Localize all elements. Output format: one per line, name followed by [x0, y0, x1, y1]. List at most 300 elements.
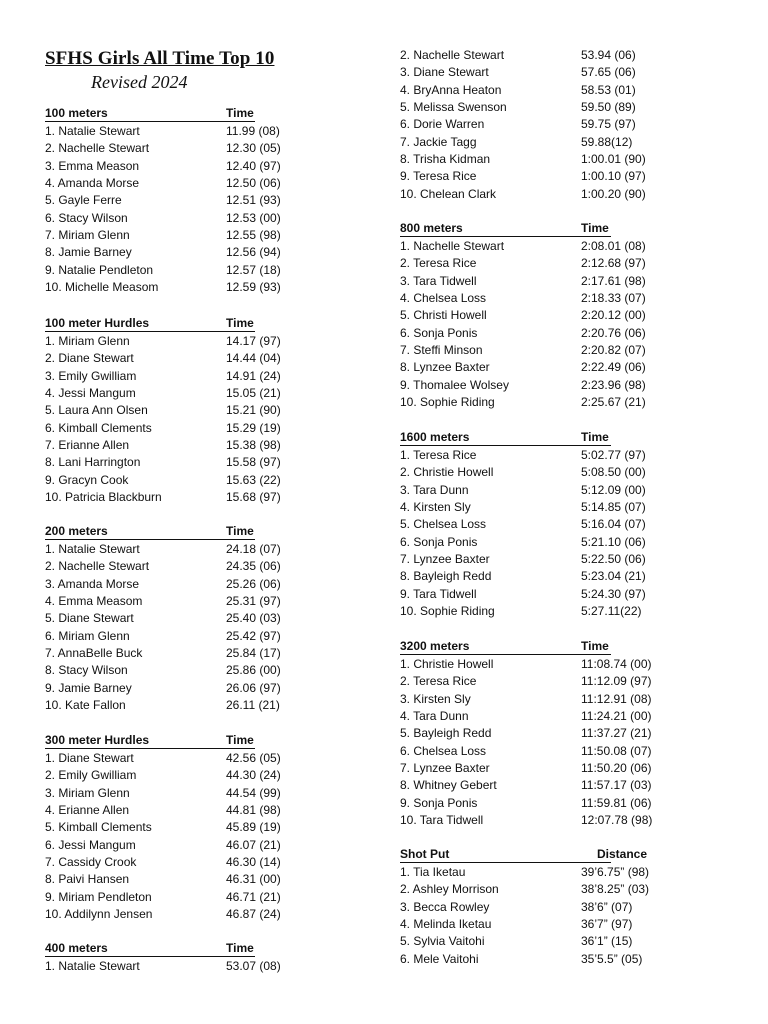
record-row — [400, 464, 730, 481]
athlete-name: 5. Laura Ann Olsen — [45, 403, 148, 418]
record-row — [45, 662, 345, 679]
record-row — [45, 645, 345, 662]
athlete-name: 6. Dorie Warren — [400, 117, 485, 132]
event-name: 3200 meters — [400, 639, 470, 653]
athlete-name: 4. Emma Measom — [45, 594, 143, 609]
athlete-name: 2. Emily Gwilliam — [45, 768, 137, 783]
athlete-name: 7. Cassidy Crook — [45, 855, 137, 870]
record-row — [400, 447, 730, 464]
record-row — [45, 576, 345, 593]
record-row — [400, 151, 730, 168]
record-mark: 12.40 (97) — [226, 158, 281, 173]
header-underline — [45, 748, 255, 749]
athlete-name: 6. Kimball Clements — [45, 420, 152, 435]
record-mark: 2:20.76 (06) — [581, 325, 646, 340]
mark-column-label: Time — [226, 733, 254, 747]
event-section-continued — [400, 47, 730, 203]
record-row — [400, 933, 730, 950]
record-row — [400, 47, 730, 64]
athlete-name: 1. Teresa Rice — [400, 448, 477, 462]
record-row — [45, 368, 345, 385]
athlete-name: 8. Bayleigh Redd — [400, 569, 492, 584]
record-mark: 15.05 (21) — [226, 386, 281, 401]
event-section — [400, 430, 730, 620]
record-mark: 35’5.5” (05) — [581, 951, 643, 966]
record-row — [400, 342, 730, 359]
record-mark: 15.38 (98) — [226, 438, 281, 453]
record-mark: 11:24.21 (00) — [581, 709, 652, 724]
record-mark: 11:12.09 (97) — [581, 674, 652, 689]
record-row — [45, 889, 345, 906]
record-mark: 2:23.96 (98) — [581, 377, 646, 392]
record-mark: 46.31 (00) — [226, 872, 281, 887]
athlete-name: 10. Tara Tidwell — [400, 813, 484, 828]
athlete-name: 8. Paivi Hansen — [45, 872, 130, 887]
record-row — [400, 777, 730, 794]
record-mark: 11:57.17 (03) — [581, 778, 652, 793]
record-mark: 12.56 (94) — [226, 245, 281, 260]
record-mark: 15.21 (90) — [226, 403, 281, 418]
record-mark: 46.30 (14) — [226, 855, 281, 870]
athlete-name: 8. Trisha Kidman — [400, 152, 491, 167]
athlete-name: 1. Natalie Stewart — [45, 124, 140, 138]
athlete-name: 10. Sophie Riding — [400, 604, 495, 619]
record-mark: 42.56 (05) — [226, 751, 281, 765]
record-row — [45, 854, 345, 871]
event-name: 300 meter Hurdles — [45, 733, 150, 747]
athlete-name: 9. Jamie Barney — [45, 680, 132, 695]
athlete-name: 7. Erianne Allen — [45, 438, 130, 453]
record-row — [45, 837, 345, 854]
record-row — [45, 906, 345, 923]
athlete-name: 6. Mele Vaitohi — [400, 951, 479, 966]
event-header — [400, 847, 730, 864]
page-title: SFHS Girls All Time Top 10 — [45, 48, 275, 69]
record-row — [400, 307, 730, 324]
event-name: 800 meters — [400, 221, 463, 235]
mark-column-label: Time — [226, 524, 254, 538]
event-name: 1600 meters — [400, 430, 470, 444]
athlete-name: 10. Sophie Riding — [400, 395, 495, 410]
record-mark: 25.42 (97) — [226, 628, 281, 643]
record-mark: 25.26 (06) — [226, 576, 281, 591]
record-mark: 24.18 (07) — [226, 542, 281, 556]
record-mark: 46.07 (21) — [226, 837, 281, 852]
record-mark: 2:25.67 (21) — [581, 395, 646, 410]
record-mark: 1:00.10 (97) — [581, 169, 646, 184]
event-header — [45, 733, 345, 750]
record-mark: 11:12.91 (08) — [581, 691, 652, 706]
athlete-name: 1. Tia Iketau — [400, 865, 466, 879]
record-row — [45, 593, 345, 610]
record-mark: 11:37.27 (21) — [581, 726, 652, 741]
athlete-name: 5. Sylvia Vaitohi — [400, 934, 485, 949]
record-mark: 5:21.10 (06) — [581, 534, 646, 549]
record-row — [400, 656, 730, 673]
page-subtitle: Revised 2024 — [91, 72, 188, 92]
record-row — [400, 951, 730, 968]
record-mark: 12.57 (18) — [226, 262, 281, 277]
record-row — [400, 516, 730, 533]
event-section — [45, 524, 345, 714]
athlete-name: 6. Chelsea Loss — [400, 743, 487, 758]
athlete-name: 4. Melinda Iketau — [400, 917, 492, 932]
record-row — [400, 586, 730, 603]
athlete-name: 4. Tara Dunn — [400, 709, 469, 724]
event-section — [45, 941, 345, 975]
record-mark: 14.17 (97) — [226, 334, 281, 348]
record-row — [45, 420, 345, 437]
event-name: Shot Put — [400, 847, 450, 861]
athlete-name: 4. Amanda Morse — [45, 176, 140, 191]
record-row — [400, 273, 730, 290]
athlete-name: 10. Kate Fallon — [45, 698, 126, 713]
athlete-name: 1. Nachelle Stewart — [400, 239, 505, 253]
athlete-name: 9. Teresa Rice — [400, 169, 477, 184]
record-row — [45, 454, 345, 471]
record-mark: 25.31 (97) — [226, 594, 281, 609]
athlete-name: 9. Tara Tidwell — [400, 586, 477, 601]
record-mark: 5:14.85 (07) — [581, 500, 646, 515]
record-mark: 15.63 (22) — [226, 472, 281, 487]
record-mark: 12.50 (06) — [226, 176, 281, 191]
record-mark: 2:08.01 (08) — [581, 239, 646, 253]
record-row — [45, 350, 345, 367]
athlete-name: 6. Sonja Ponis — [400, 325, 478, 340]
athlete-name: 4. Chelsea Loss — [400, 291, 487, 306]
athlete-name: 10. Chelean Clark — [400, 186, 497, 201]
athlete-name: 5. Christi Howell — [400, 308, 487, 323]
record-mark: 2:20.82 (07) — [581, 343, 646, 358]
athlete-name: 8. Lani Harrington — [45, 455, 141, 470]
record-row — [45, 192, 345, 209]
athlete-name: 7. Steffi Minson — [400, 343, 483, 358]
record-row — [45, 802, 345, 819]
header-underline — [400, 654, 611, 655]
record-row — [45, 558, 345, 575]
mark-column-label: Time — [581, 639, 609, 653]
athlete-name: 3. Kirsten Sly — [400, 691, 471, 706]
header-underline — [400, 862, 611, 863]
event-section — [45, 316, 345, 506]
record-mark: 5:16.04 (07) — [581, 517, 646, 532]
record-mark: 36’7” (97) — [581, 917, 633, 932]
record-row — [400, 377, 730, 394]
header-underline — [45, 956, 255, 957]
record-mark: 11:50.20 (06) — [581, 761, 652, 776]
athlete-name: 5. Diane Stewart — [45, 611, 134, 626]
record-row — [45, 210, 345, 227]
record-mark: 59.88(12) — [581, 134, 633, 149]
athlete-name: 4. Kirsten Sly — [400, 500, 471, 515]
record-row — [400, 881, 730, 898]
record-mark: 12.55 (98) — [226, 228, 281, 243]
record-row — [45, 244, 345, 261]
record-mark: 46.71 (21) — [226, 889, 281, 904]
record-mark: 44.30 (24) — [226, 768, 281, 783]
athlete-name: 7. Miriam Glenn — [45, 228, 130, 243]
record-mark: 15.68 (97) — [226, 490, 281, 505]
mark-column-label: Distance — [597, 847, 648, 861]
athlete-name: 8. Stacy Wilson — [45, 663, 128, 678]
record-row — [400, 812, 730, 829]
event-header — [400, 639, 730, 656]
record-mark: 12.53 (00) — [226, 210, 281, 225]
record-row — [400, 603, 730, 620]
athlete-name: 8. Whitney Gebert — [400, 778, 497, 793]
record-row — [400, 255, 730, 272]
athlete-name: 4. Erianne Allen — [45, 803, 130, 818]
athlete-name: 9. Natalie Pendleton — [45, 262, 154, 277]
record-row — [45, 958, 345, 975]
record-mark: 11:50.08 (07) — [581, 743, 652, 758]
record-row — [400, 864, 730, 881]
athlete-name: 7. Jackie Tagg — [400, 134, 477, 149]
record-mark: 45.89 (19) — [226, 820, 281, 835]
athlete-name: 2. Teresa Rice — [400, 674, 477, 689]
header-underline — [45, 539, 255, 540]
record-mark: 5:12.09 (00) — [581, 482, 646, 497]
record-mark: 24.35 (06) — [226, 559, 281, 574]
athlete-name: 5. Melissa Swenson — [400, 100, 507, 115]
athlete-name: 3. Tara Dunn — [400, 482, 469, 497]
record-mark: 12:07.78 (98) — [581, 813, 653, 828]
record-row — [400, 795, 730, 812]
record-row — [45, 158, 345, 175]
record-row — [400, 325, 730, 342]
record-row — [400, 551, 730, 568]
record-row — [400, 899, 730, 916]
mark-column-label: Time — [226, 941, 254, 955]
record-row — [400, 168, 730, 185]
athlete-name: 9. Sonja Ponis — [400, 795, 478, 810]
record-mark: 44.54 (99) — [226, 785, 281, 800]
athlete-name: 2. Nachelle Stewart — [45, 141, 150, 156]
record-row — [45, 175, 345, 192]
athlete-name: 2. Christie Howell — [400, 465, 494, 480]
record-row — [400, 534, 730, 551]
athlete-name: 3. Amanda Morse — [45, 576, 140, 591]
record-row — [400, 99, 730, 116]
record-row — [45, 385, 345, 402]
record-mark: 5:22.50 (06) — [581, 552, 646, 567]
record-row — [45, 819, 345, 836]
athlete-name: 8. Lynzee Baxter — [400, 360, 490, 375]
record-row — [45, 333, 345, 350]
header-underline — [45, 331, 255, 332]
event-section — [400, 847, 730, 968]
event-name: 200 meters — [45, 524, 108, 538]
event-name: 100 meter Hurdles — [45, 316, 150, 330]
athlete-name: 6. Miriam Glenn — [45, 628, 130, 643]
athlete-name: 10. Addilynn Jensen — [45, 907, 153, 922]
record-row — [400, 359, 730, 376]
athlete-name: 5. Kimball Clements — [45, 820, 152, 835]
record-row — [45, 402, 345, 419]
event-name: 100 meters — [45, 106, 108, 120]
record-row — [45, 262, 345, 279]
athlete-name: 3. Emily Gwilliam — [45, 368, 137, 383]
record-row — [400, 238, 730, 255]
athlete-name: 10. Patricia Blackburn — [45, 490, 162, 505]
athlete-name: 7. Lynzee Baxter — [400, 552, 490, 567]
record-row — [45, 680, 345, 697]
record-mark: 12.51 (93) — [226, 193, 281, 208]
record-row — [400, 64, 730, 81]
record-mark: 11:59.81 (06) — [581, 795, 652, 810]
event-header — [45, 941, 345, 958]
header-underline — [45, 121, 255, 122]
athlete-name: 6. Jessi Mangum — [45, 837, 136, 852]
record-row — [400, 186, 730, 203]
record-row — [400, 482, 730, 499]
record-row — [400, 916, 730, 933]
record-mark: 38’6” (07) — [581, 899, 633, 914]
athlete-name: 3. Emma Meason — [45, 158, 140, 173]
event-section — [400, 221, 730, 411]
record-mark: 2:12.68 (97) — [581, 256, 646, 271]
record-row — [45, 610, 345, 627]
record-mark: 59.75 (97) — [581, 117, 636, 132]
event-section — [45, 106, 345, 296]
athlete-name: 3. Diane Stewart — [400, 65, 489, 80]
record-mark: 39’6.75” (98) — [581, 865, 650, 879]
record-row — [400, 568, 730, 585]
athlete-name: 10. Michelle Measom — [45, 280, 159, 295]
record-mark: 58.53 (01) — [581, 82, 636, 97]
athlete-name: 4. BryAnna Heaton — [400, 82, 502, 97]
athlete-name: 9. Thomalee Wolsey — [400, 377, 509, 392]
athlete-name: 4. Jessi Mangum — [45, 386, 136, 401]
athlete-name: 6. Stacy Wilson — [45, 210, 128, 225]
record-mark: 2:18.33 (07) — [581, 291, 646, 306]
record-mark: 11:08.74 (00) — [581, 657, 652, 671]
record-mark: 2:17.61 (98) — [581, 273, 646, 288]
record-row — [45, 871, 345, 888]
record-row — [45, 227, 345, 244]
athlete-name: 9. Gracyn Cook — [45, 472, 129, 487]
mark-column-label: Time — [226, 106, 254, 120]
event-header — [400, 221, 730, 238]
record-row — [45, 785, 345, 802]
record-mark: 1:00.20 (90) — [581, 186, 646, 201]
record-row — [45, 697, 345, 714]
event-header — [400, 430, 730, 447]
record-mark: 15.29 (19) — [226, 420, 281, 435]
record-mark: 5:27.11(22) — [581, 604, 642, 619]
athlete-name: 3. Becca Rowley — [400, 899, 490, 914]
athlete-name: 1. Diane Stewart — [45, 751, 134, 765]
record-row — [45, 279, 345, 296]
record-mark: 53.94 (06) — [581, 48, 636, 62]
record-row — [45, 140, 345, 157]
record-row — [400, 134, 730, 151]
mark-column-label: Time — [581, 430, 609, 444]
record-row — [400, 673, 730, 690]
event-name: 400 meters — [45, 941, 108, 955]
record-mark: 59.50 (89) — [581, 100, 636, 115]
record-row — [400, 743, 730, 760]
record-row — [400, 725, 730, 742]
athlete-name: 5. Chelsea Loss — [400, 517, 487, 532]
record-mark: 36’1” (15) — [581, 934, 633, 949]
athlete-name: 1. Natalie Stewart — [45, 542, 140, 556]
athlete-name: 2. Nachelle Stewart — [45, 559, 150, 574]
record-mark: 44.81 (98) — [226, 803, 281, 818]
athlete-name: 2. Nachelle Stewart — [400, 48, 505, 62]
athlete-name: 7. AnnaBelle Buck — [45, 646, 143, 661]
record-row — [400, 116, 730, 133]
record-mark: 26.06 (97) — [226, 680, 281, 695]
mark-column-label: Time — [581, 221, 609, 235]
record-row — [400, 290, 730, 307]
record-mark: 53.07 (08) — [226, 959, 281, 973]
record-mark: 5:02.77 (97) — [581, 448, 646, 462]
athlete-name: 5. Bayleigh Redd — [400, 726, 492, 741]
record-mark: 25.84 (17) — [226, 646, 281, 661]
record-mark: 15.58 (97) — [226, 455, 281, 470]
record-row — [45, 489, 345, 506]
mark-column-label: Time — [226, 316, 254, 330]
record-row — [400, 708, 730, 725]
header-underline — [400, 445, 611, 446]
athlete-name: 1. Christie Howell — [400, 657, 494, 671]
athlete-name: 8. Jamie Barney — [45, 245, 132, 260]
record-row — [400, 82, 730, 99]
athlete-name: 9. Miriam Pendleton — [45, 889, 152, 904]
record-mark: 25.86 (00) — [226, 663, 281, 678]
record-mark: 5:23.04 (21) — [581, 569, 646, 584]
record-mark: 57.65 (06) — [581, 65, 636, 80]
event-section — [400, 639, 730, 829]
record-row — [45, 437, 345, 454]
athlete-name: 1. Miriam Glenn — [45, 334, 130, 348]
athlete-name: 3. Tara Tidwell — [400, 273, 477, 288]
record-row — [45, 767, 345, 784]
record-mark: 38’8.25” (03) — [581, 882, 650, 897]
athlete-name: 2. Ashley Morrison — [400, 882, 499, 897]
record-mark: 14.91 (24) — [226, 368, 281, 383]
record-mark: 12.30 (05) — [226, 141, 281, 156]
athlete-name: 6. Sonja Ponis — [400, 534, 478, 549]
record-mark: 2:22.49 (06) — [581, 360, 646, 375]
record-mark: 5:08.50 (00) — [581, 465, 646, 480]
record-mark: 2:20.12 (00) — [581, 308, 646, 323]
record-row — [45, 628, 345, 645]
athlete-name: 2. Teresa Rice — [400, 256, 477, 271]
record-mark: 25.40 (03) — [226, 611, 281, 626]
event-header — [45, 316, 345, 333]
event-header — [45, 524, 345, 541]
record-mark: 5:24.30 (97) — [581, 586, 646, 601]
record-mark: 11.99 (08) — [226, 124, 280, 138]
record-row — [400, 499, 730, 516]
record-mark: 26.11 (21) — [226, 698, 280, 713]
athlete-name: 2. Diane Stewart — [45, 351, 134, 366]
record-mark: 46.87 (24) — [226, 907, 281, 922]
record-mark: 12.59 (93) — [226, 280, 281, 295]
record-row — [400, 394, 730, 411]
event-header — [45, 106, 345, 123]
record-row — [400, 691, 730, 708]
record-row — [400, 760, 730, 777]
header-underline — [400, 236, 611, 237]
athlete-name: 5. Gayle Ferre — [45, 193, 122, 208]
athlete-name: 3. Miriam Glenn — [45, 785, 130, 800]
record-row — [45, 541, 345, 558]
record-row — [45, 750, 345, 767]
athlete-name: 1. Natalie Stewart — [45, 959, 140, 973]
